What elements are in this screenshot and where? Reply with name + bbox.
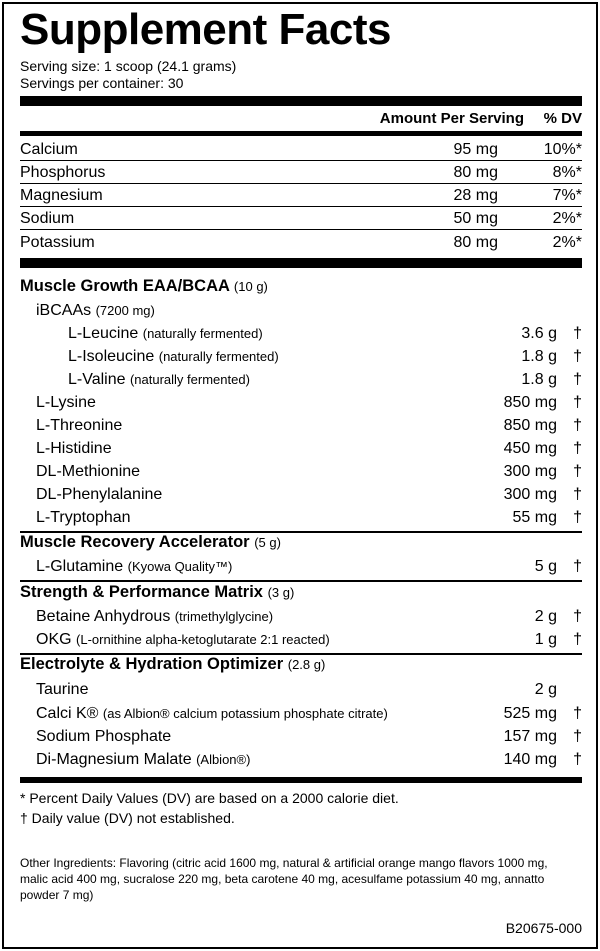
ingredient-dv: † (573, 728, 582, 745)
mineral-amount: 28 mg (453, 187, 498, 204)
ingredient-label: Calci K® (36, 705, 99, 722)
ingredient-note: (trimethylglycine) (174, 609, 274, 624)
ingredient-dv: † (573, 751, 582, 768)
ingredient-amount: 1.8 g (521, 348, 557, 365)
thick-divider-top (20, 96, 582, 106)
ibcaas-subheading (20, 300, 582, 322)
section-quantity: (2.8 g) (287, 657, 326, 672)
serving-size: Serving size: 1 scoop (24.1 grams) (20, 58, 237, 74)
ingredient-row (20, 703, 582, 725)
ingredient-row (20, 415, 582, 437)
mineral-dv: 8%* (552, 164, 582, 181)
ingredient-name (36, 394, 96, 412)
ingredient-label: Di-Magnesium Malate (36, 751, 192, 768)
ingredient-row (20, 606, 582, 628)
ingredient-label: L-Isoleucine (68, 348, 155, 365)
ingredient-label: L-Valine (68, 371, 126, 388)
mineral-name: Sodium (20, 210, 75, 227)
ingredient-label: Taurine (36, 681, 89, 698)
mineral-row (20, 184, 582, 207)
ingredient-note: (L-ornithine alpha-ketoglutarate 2:1 reacted) (76, 632, 330, 647)
ingredient-amount: 2 g (534, 608, 557, 625)
ingredient-dv: † (573, 608, 582, 625)
mineral-dv: 7%* (552, 187, 582, 204)
mineral-row (20, 231, 582, 254)
mineral-dv: 2%* (552, 234, 582, 251)
ingredient-row (20, 484, 582, 506)
ingredient-label: Sodium Phosphate (36, 728, 172, 745)
ingredient-name (36, 486, 162, 504)
section-divider (20, 580, 582, 582)
ingredient-note: (Albion®) (196, 752, 251, 767)
mineral-dv: 2%* (552, 210, 582, 227)
mineral-amount: 95 mg (453, 141, 498, 158)
ingredient-name (36, 417, 122, 435)
section-heading-recovery (20, 533, 281, 552)
ingredient-name (36, 631, 330, 649)
amount-per-serving-header: Amount Per Serving (379, 110, 524, 127)
ingredient-name (36, 558, 232, 576)
mineral-amount: 80 mg (453, 164, 498, 181)
ingredient-name (36, 608, 273, 626)
ingredient-row (20, 323, 582, 345)
ingredient-name (36, 463, 140, 481)
ingredient-amount: 450 mg (503, 440, 557, 457)
product-code: B20675-000 (505, 920, 582, 936)
ingredient-amount: 5 g (534, 558, 557, 575)
ingredient-amount: 525 mg (503, 705, 557, 722)
ingredient-dv: † (573, 463, 582, 480)
ingredient-label: L-Leucine (68, 325, 139, 342)
row-divider (20, 229, 582, 230)
ingredient-dv: † (573, 486, 582, 503)
panel-title: Supplement Facts (20, 5, 391, 54)
ingredient-row (20, 461, 582, 483)
mineral-row (20, 161, 582, 184)
ingredient-row (20, 346, 582, 368)
mineral-amount: 80 mg (453, 234, 498, 251)
ingredient-name (36, 440, 112, 458)
ingredient-row (20, 726, 582, 748)
section-quantity: (3 g) (267, 585, 295, 600)
ingredient-amount: 1 g (534, 631, 557, 648)
section-quantity: (10 g) (233, 279, 268, 294)
ingredient-dv: † (573, 631, 582, 648)
ingredient-note: (Kyowa Quality™) (127, 559, 233, 574)
dagger-footnote: † Daily value (DV) not established. (20, 810, 235, 826)
ingredient-label: L-Histidine (36, 440, 112, 457)
ingredient-note: (naturally fermented) (142, 326, 263, 341)
ingredient-dv: † (573, 440, 582, 457)
section-title: Muscle Growth EAA/BCAA (20, 277, 230, 295)
ingredient-row (20, 438, 582, 460)
other-ingredients: Other Ingredients: Flavoring (citric acid 1600 mg, natural & artificial orange mango flavors 1000 mg, malic acid 400 mg, sucralose 220 mg, beta carotene 40 mg, acesulfame potassium 40 mg, annatto powder 7 mg) (20, 856, 548, 902)
ingredient-label: L-Tryptophan (36, 509, 131, 526)
ingredient-amount: 140 mg (503, 751, 557, 768)
ingredient-label: DL-Phenylalanine (36, 486, 163, 503)
ingredient-dv: † (573, 394, 582, 411)
ingredient-name (68, 348, 279, 366)
mineral-name: Calcium (20, 141, 78, 158)
ingredient-row (20, 507, 582, 529)
thick-divider-minerals (20, 258, 582, 268)
mineral-name: Phosphorus (20, 164, 106, 181)
ingredient-amount: 850 mg (503, 394, 557, 411)
dv-header: % DV (543, 110, 582, 127)
ingredient-row (20, 679, 582, 701)
ingredient-label: L-Threonine (36, 417, 123, 434)
ingredient-dv: † (573, 558, 582, 575)
ibcaas-name (36, 302, 155, 320)
ingredient-name (36, 705, 388, 723)
section-title: Strength & Performance Matrix (20, 583, 263, 601)
ingredient-name (68, 325, 263, 343)
mineral-row (20, 138, 582, 161)
ingredient-name (36, 509, 131, 527)
ingredient-row (20, 392, 582, 414)
ingredient-row (20, 749, 582, 771)
percent-dv-footnote: * Percent Daily Values (DV) are based on a 2000 calorie diet. (20, 790, 399, 806)
ingredient-label: Betaine Anhydrous (36, 608, 171, 625)
ingredient-note: (as Albion® calcium potassium phosphate citrate) (102, 706, 388, 721)
ingredient-dv: † (573, 705, 582, 722)
mineral-name: Potassium (20, 234, 95, 251)
ingredient-label: DL-Methionine (36, 463, 141, 480)
ingredient-amount: 300 mg (503, 486, 557, 503)
section-heading-strength (20, 583, 294, 602)
ingredient-name (36, 751, 250, 769)
section-heading-muscle-growth (20, 277, 268, 296)
ingredient-amount: 1.8 g (521, 371, 557, 388)
ingredient-dv: † (573, 509, 582, 526)
ingredient-label: OKG (36, 631, 72, 648)
ingredient-row (20, 629, 582, 651)
ingredient-note: (naturally fermented) (158, 349, 279, 364)
ingredient-label: L-Lysine (36, 394, 96, 411)
medium-divider (20, 131, 582, 136)
ingredient-dv: † (573, 417, 582, 434)
ingredient-label: L-Glutamine (36, 558, 124, 575)
ingredient-name (36, 728, 171, 746)
mineral-amount: 50 mg (453, 210, 498, 227)
ibcaas-label: iBCAAs (36, 302, 92, 319)
ingredient-amount: 3.6 g (521, 325, 557, 342)
mineral-name: Magnesium (20, 187, 103, 204)
ingredient-name (36, 681, 88, 699)
mineral-row (20, 207, 582, 230)
ingredient-amount: 2 g (534, 681, 557, 698)
thick-divider-bottom (20, 777, 582, 783)
ingredient-name (68, 371, 250, 389)
section-heading-electrolyte (20, 655, 325, 674)
mineral-dv: 10%* (543, 141, 582, 158)
section-quantity: (5 g) (254, 535, 281, 550)
ingredient-amount: 300 mg (503, 463, 557, 480)
ibcaas-quantity: (7200 mg) (95, 303, 155, 318)
column-header-row (20, 108, 582, 128)
ingredient-dv: † (573, 325, 582, 342)
ingredient-note: (naturally fermented) (129, 372, 250, 387)
section-title: Muscle Recovery Accelerator (20, 533, 250, 551)
ingredient-row (20, 556, 582, 578)
ingredient-amount: 157 mg (503, 728, 557, 745)
ingredient-amount: 55 mg (512, 509, 557, 526)
ingredient-amount: 850 mg (503, 417, 557, 434)
ingredient-row (20, 369, 582, 391)
servings-per-container: Servings per container: 30 (20, 75, 184, 91)
ingredient-dv: † (573, 371, 582, 388)
ingredient-dv: † (573, 348, 582, 365)
section-title: Electrolyte & Hydration Optimizer (20, 655, 284, 673)
